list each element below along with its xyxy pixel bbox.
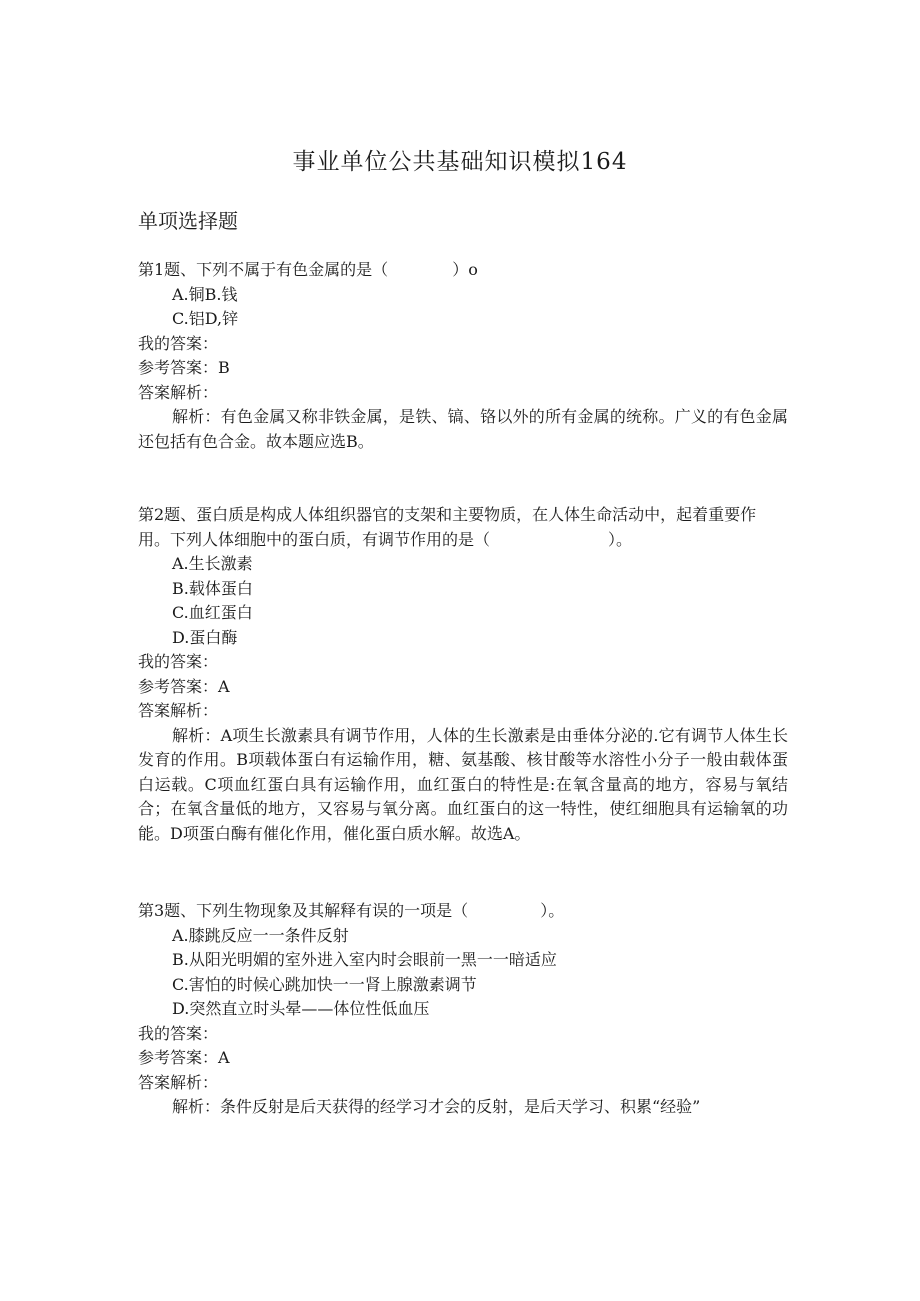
stem-text: 第1题、下列不属于有色金属的是（ [138,260,389,279]
reference-answer-value: A [218,676,230,696]
analysis-heading: 答案解析： [138,382,219,402]
option-line: D.蛋白酶 [172,627,238,647]
my-answer-label: 我的答案： [138,333,219,353]
question-stem [138,258,788,283]
option-line: C.铝D,锌 [172,309,239,328]
analysis-heading: 答案解析： [138,1072,219,1092]
reference-answer [138,1046,788,1071]
my-answer-label: 我的答案： [138,652,219,671]
stem-text: 第2题、蛋白质是构成人体组织器官的支架和主要物质，在人体生命活动中，起着重要作用。下列人体细胞中的蛋白质，有调节作用的是（ [138,505,757,549]
my-answer-label: 我的答案： [138,1023,219,1043]
question-2 [138,503,788,846]
option-line: B.载体蛋白 [172,578,253,598]
question-stem [138,503,788,552]
section-heading: 单项选择题 [138,209,238,233]
stem-end: ）o [452,260,478,279]
question-stem [138,899,788,924]
analysis-heading: 答案解析： [138,701,219,720]
document-title: 事业单位公共基础知识模拟164 [292,149,628,175]
option-line: C.血红蛋白 [172,603,253,622]
reference-answer-value: B [218,358,230,377]
option-line: A.铜B.钱 [172,284,238,304]
option-line: C.害怕的时候心跳加快一一肾上腺激素调节 [172,974,477,994]
explanation-text: 解析：有色金属又称非铁金属，是铁、镐、铬以外的所有金属的统称。广义的有色金属还包括有色合金。故本题应选B。 [138,407,788,451]
option-line: A.膝跳反应一一条件反射 [172,925,349,945]
explanation-text: 解析：条件反射是后天获得的经学习才会的反射，是后天学习、积累“经验” [172,1097,701,1116]
option-line: A.生长激素 [172,554,253,573]
question-1 [138,258,788,454]
reference-answer [138,356,788,381]
explanation-text: 解析：A项生长激素具有调节作用，人体的生长激素是由垂体分泌的.它有调节人体生长发育的作用。B项载体蛋白有运输作用，糖、氨基酸、核甘酸等水溶性小分子一般由载体蛋白运载。C项血红蛋白具有运输作用，血红蛋白的特性是:在氧含量高的地方，容易与氧结合；在氧含量低的地方，又容易与氧分离。血红蛋白的这一特性，使红细胞具有运输氧的功能。D项蛋白酶有催化作用，催化蛋白质水解。故选A。 [138,725,788,843]
reference-answer-label: 参考答案： [138,676,219,696]
reference-answer-label: 参考答案： [138,358,219,377]
option-line: D.突然直立时头晕——体位性低血压 [172,999,430,1018]
reference-answer [138,675,788,700]
reference-answer-label: 参考答案： [138,1048,219,1067]
stem-end: ）。 [540,901,565,920]
option-line: B.从阳光明媚的室外进入室内时会眼前一黑一一暗适应 [172,950,557,969]
question-3 [138,899,788,1120]
stem-end: ）。 [608,529,633,549]
stem-text: 第3题、下列生物现象及其解释有误的一项是（ [138,901,469,920]
reference-answer-value: A [218,1048,230,1067]
